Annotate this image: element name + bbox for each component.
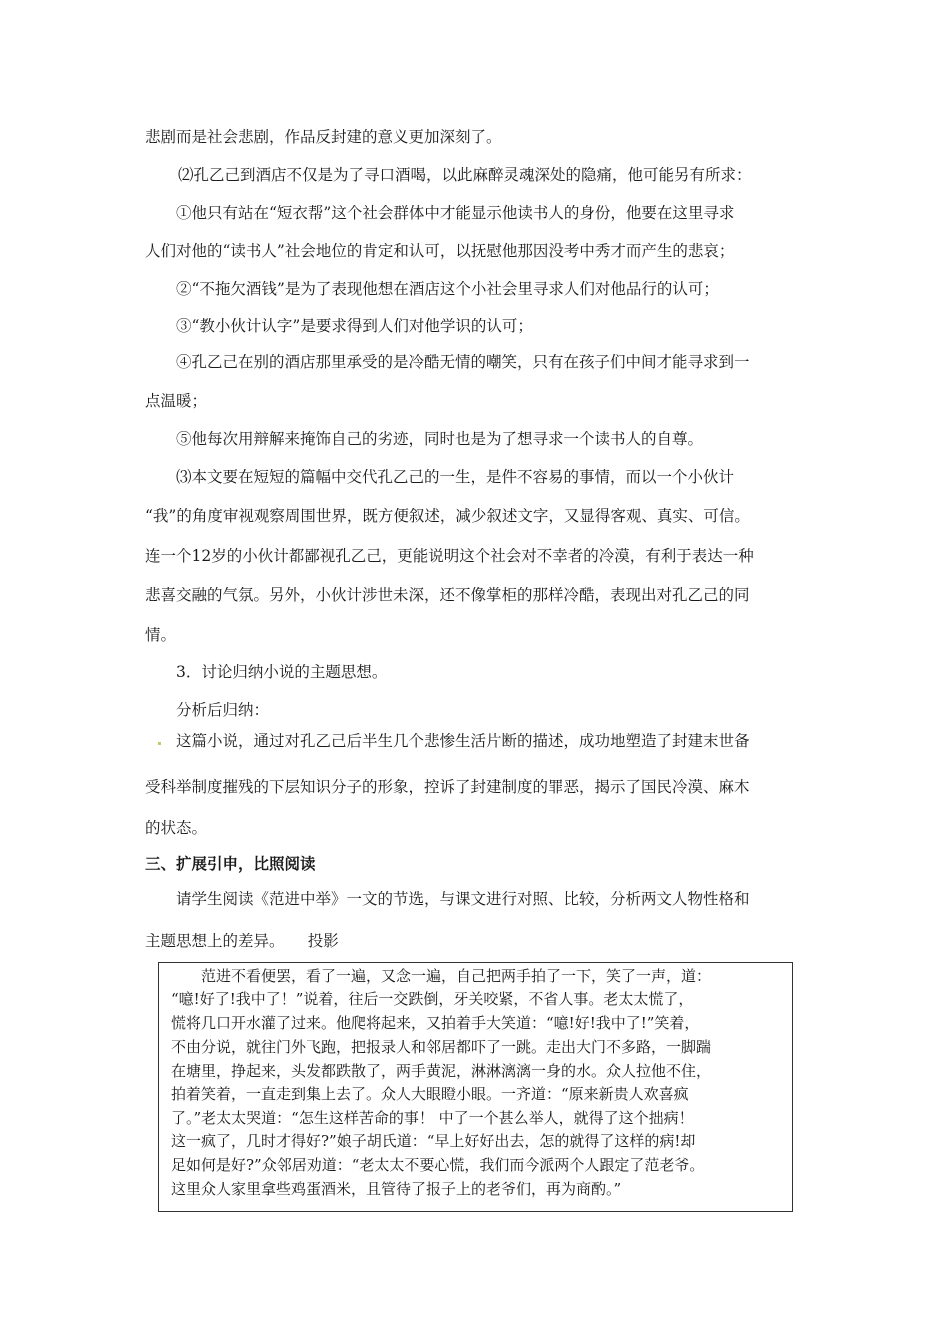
quote-line: 拍着笑着，一直走到集上去了。众人大眼瞪小眼。一齐道：“原来新贵人欢喜疯: [171, 1085, 689, 1103]
text-line: 请学生阅读《范进中举》一文的节选，与课文进行对照、比较，分析两文人物性格和: [176, 890, 750, 908]
text-line: ③“教小伙计认字”是要求得到人们对他学识的认可；: [176, 317, 533, 335]
quote-line: 足如何是好?”众邻居劝道：“老太太不要心慌，我们而今派两个人跟定了范老爷。: [171, 1156, 705, 1174]
text-line: 主题思想上的差异。 投影: [145, 932, 339, 950]
text-line: 点温暖；: [145, 392, 208, 410]
quote-line: “噫!好了!我中了！”说着，往后一交跌倒，牙关咬紧，不省人事。老太太慌了，: [171, 990, 694, 1008]
text-line: 悲剧而是社会悲剧，作品反封建的意义更加深刻了。: [145, 128, 502, 146]
text-line: 情。: [145, 626, 177, 644]
text-line: ⑤他每次用辩解来掩饰自己的劣迹，同时也是为了想寻求一个读书人的自尊。: [176, 430, 704, 448]
text-line: 人们对他的“读书人”社会地位的肯定和认可，以抚慰他那因没考中秀才而产生的悲哀；: [145, 242, 735, 260]
quote-box: [158, 962, 793, 1212]
text-line: 连一个12岁的小伙计都鄙视孔乙己，更能说明这个社会对不幸者的冷漠，有利于表达一种: [145, 547, 754, 565]
text-line: 悲喜交融的气氛。另外，小伙计涉世未深，还不像掌柜的那样冷酷，表现出对孔乙己的同: [145, 586, 750, 604]
section-heading: 三、扩展引申，比照阅读: [145, 855, 316, 873]
quote-line: 这一疯了，几时才得好?”娘子胡氏道：“早上好好出去，怎的就得了这样的病!却: [171, 1132, 696, 1150]
text-line: 3．讨论归纳小说的主题思想。: [176, 663, 388, 681]
text-line: 受科举制度摧残的下层知识分子的形象，控诉了封建制度的罪恶，揭示了国民冷漠、麻木: [145, 778, 750, 796]
quote-line: 不由分说，就往门外飞跑，把报录人和邻居都吓了一跳。走出大门不多路，一脚踹: [171, 1038, 712, 1056]
text-line: ①他只有站在“短衣帮”这个社会群体中才能显示他读书人的身份，他要在这里寻求: [176, 204, 735, 222]
quote-line: 这里众人家里拿些鸡蛋酒米，且管待了报子上的老爷们，再为商酌。”: [171, 1180, 622, 1198]
text-line: ⑶本文要在短短的篇幅中交代孔乙己的一生，是件不容易的事情，而以一个小伙计: [176, 468, 735, 486]
quote-line: 在塘里，挣起来，头发都跌散了，两手黄泥，淋淋漓漓一身的水。众人拉他不住，: [171, 1062, 712, 1080]
text-line: 这篇小说，通过对孔乙己后半生几个悲惨生活片断的描述，成功地塑造了封建末世备: [176, 732, 750, 750]
text-line: 分析后归纳：: [176, 701, 270, 719]
text-line: ④孔乙己在别的酒店那里承受的是冷酷无情的嘲笑，只有在孩子们中间才能寻求到一: [176, 353, 750, 371]
highlight-mark: [158, 742, 161, 745]
quote-line: 了。”老太太哭道：“怎生这样苦命的事！ 中了一个甚么举人，就得了这个拙病！: [171, 1109, 694, 1127]
text-line: “我”的角度审视观察周围世界，既方便叙述，减少叙述文字，又显得客观、真实、可信。: [145, 507, 750, 525]
quote-line: 范进不看便罢，看了一遍，又念一遍，自己把两手拍了一下，笑了一声，道：: [171, 967, 712, 985]
quote-line: 慌将几口开水灌了过来。他爬将起来，又拍着手大笑道：“噫!好!我中了!”笑着，: [171, 1014, 700, 1032]
text-line: ②“不拖欠酒钱”是为了表现他想在酒店这个小社会里寻求人们对他品行的认可；: [176, 280, 719, 298]
text-line: ⑵孔乙己到酒店不仅是为了寻口酒喝，以此麻醉灵魂深处的隐痛，他可能另有所求：: [178, 166, 752, 184]
text-line: 的状态。: [145, 819, 208, 837]
